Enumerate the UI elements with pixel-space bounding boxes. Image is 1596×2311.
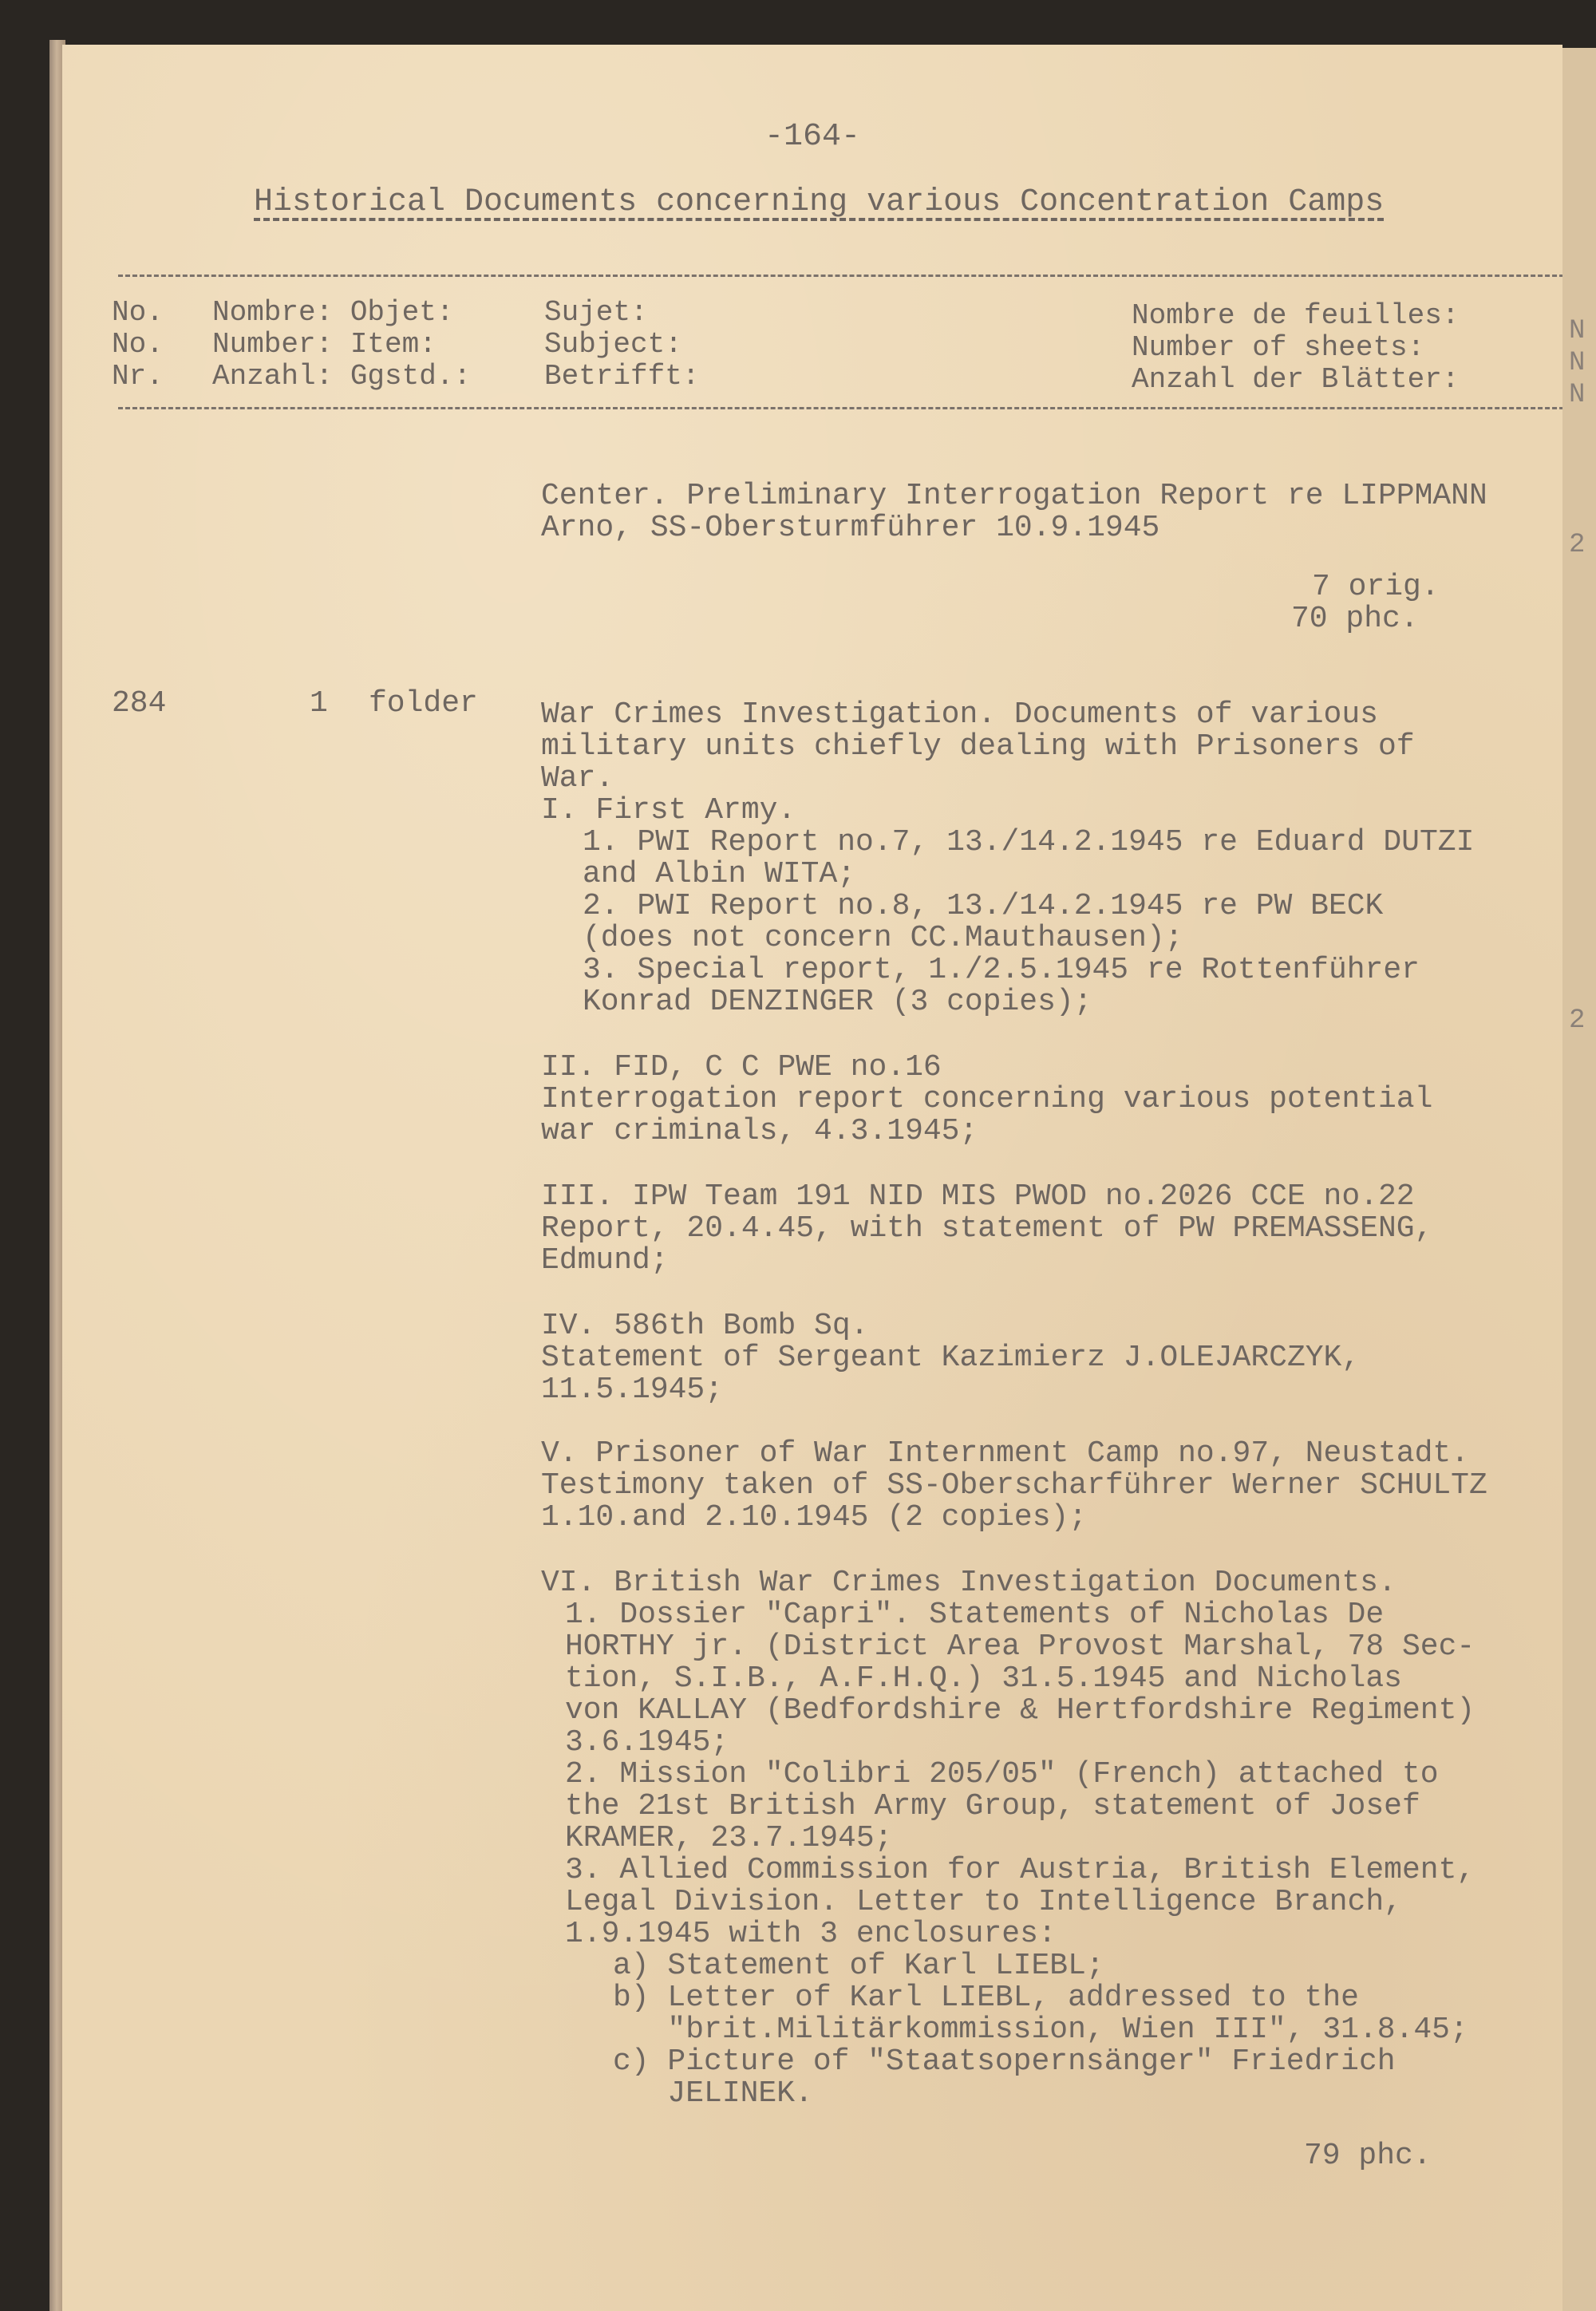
section-VI-line-7: the 21st British Army Group, statement of Josef [565,1789,1420,1823]
section-VI-line-11: 1.9.1945 with 3 enclosures: [565,1917,1057,1951]
enclosure-c-line-1: c) Picture of "Staatsopernsänger" Friedrich [613,2044,1396,2079]
section-VI-line-3: tion, S.I.B., A.F.H.Q.) 31.5.1945 and Nicholas [565,1661,1402,1696]
header-col-sheets-fr: Nombre de feuilles: [1132,299,1460,332]
header-col-no-de: Nr. [112,360,164,393]
page-number: -164- [764,119,861,155]
continued-entry-sheets-phc: 70 phc. [1291,602,1419,636]
section-VI-line-5: 3.6.1945; [565,1725,729,1760]
section-I-line-1: 1. PWI Report no.7, 13./14.2.1945 re Eduard DUTZI [583,825,1475,859]
section-VI-line-6: 2. Mission "Colibri 205/05" (French) attached to [565,1757,1439,1792]
section-VI-line-8: KRAMER, 23.7.1945; [565,1821,893,1855]
next-page-letter: 2 [1569,1005,1586,1036]
next-page-letter: N [1569,380,1586,410]
entry-main-line-2: military units chiefly dealing with Prisoners of [541,729,1415,764]
continued-entry-sheets-orig: 7 orig. [1312,570,1440,604]
header-col-quantity-en: Number: Item: [212,328,437,361]
section-I-line-4: (does not concern CC.Mauthausen); [583,921,1183,955]
entry-item: folder [369,686,478,721]
header-col-quantity-fr: Nombre: Objet: [212,296,454,329]
section-VI-line-9: 3. Allied Commission for Austria, British Element, [565,1853,1476,1887]
header-col-subject-fr: Sujet: [544,296,648,329]
header-col-sheets-en: Number of sheets: [1132,331,1425,364]
entry-sheets-count: 79 phc. [1304,2139,1432,2173]
header-col-no-fr: No. [112,296,164,329]
entry-main-line-3: War. [541,761,614,796]
section-VI-line-4: von KALLAY (Bedfordshire & Hertfordshire Regiment) [565,1693,1476,1728]
header-col-quantity-de: Anzahl: Ggstd.: [212,360,472,393]
section-I-line-2: and Albin WITA; [583,857,856,891]
next-page-letter: N [1569,316,1586,346]
section-I-line-5: 3. Special report, 1./2.5.1945 re Rottenführer [583,953,1420,987]
section-III-line-3: Edmund; [541,1243,669,1278]
section-II-line-2: Interrogation report concerning various potential [541,1082,1433,1116]
document-page [62,45,1562,2311]
section-V-line-3: 1.10.and 2.10.1945 (2 copies); [541,1500,1088,1535]
header-col-sheets-de: Anzahl der Blätter: [1132,363,1460,396]
next-page-letter: 2 [1569,530,1586,560]
header-bottom-rule [118,407,1562,409]
enclosure-c-line-2: JELINEK. [613,2076,813,2111]
section-VI-heading: VI. British War Crimes Investigation Documents. [541,1566,1396,1600]
section-VI-line-10: Legal Division. Letter to Intelligence Branch, [565,1885,1402,1919]
section-II-line-1: II. FID, C C PWE no.16 [541,1050,942,1084]
section-I-heading: I. First Army. [541,793,796,828]
header-col-subject-de: Betrifft: [544,360,700,393]
next-page-letter: N [1569,348,1586,378]
continued-entry-line-1: Center. Preliminary Interrogation Report re LIPPMANN [541,479,1487,513]
section-IV-line-1: IV. 586th Bomb Sq. [541,1309,869,1343]
enclosure-b-line-2: "brit.Militärkommission, Wien III", 31.8.45; [613,2013,1468,2047]
section-I-line-6: Konrad DENZINGER (3 copies); [583,985,1092,1019]
section-VI-line-1: 1. Dossier "Capri". Statements of Nicholas De [565,1598,1385,1632]
section-II-line-3: war criminals, 4.3.1945; [541,1114,978,1148]
header-col-no-en: No. [112,328,164,361]
section-III-line-1: III. IPW Team 191 NID MIS PWOD no.2026 CCE no.22 [541,1179,1415,1214]
continued-entry-line-2: Arno, SS-Obersturmführer 10.9.1945 [541,511,1160,545]
section-V-line-2: Testimony taken of SS-Oberscharführer Werner SCHULTZ [541,1468,1487,1503]
section-V-line-1: V. Prisoner of War Internment Camp no.97, Neustadt. [541,1436,1469,1471]
entry-quantity: 1 [310,686,328,721]
section-IV-line-2: Statement of Sergeant Kazimierz J.OLEJARCZYK, [541,1341,1361,1375]
section-IV-line-3: 11.5.1945; [541,1373,724,1407]
enclosure-a: a) Statement of Karl LIEBL; [613,1949,1104,1983]
section-I-line-3: 2. PWI Report no.8, 13./14.2.1945 re PW BECK [583,889,1384,923]
enclosure-b-line-1: b) Letter of Karl LIEBL, addressed to the [613,1981,1359,2015]
entry-number: 284 [112,686,167,721]
header-col-subject-en: Subject: [544,328,682,361]
header-top-rule [118,275,1562,277]
section-VI-line-2: HORTHY jr. (District Area Provost Marshal, 78 Sec- [565,1630,1476,1664]
next-page-edge [1562,48,1596,2311]
section-III-line-2: Report, 20.4.45, with statement of PW PREMASSENG, [541,1211,1433,1246]
entry-main-line-1: War Crimes Investigation. Documents of various [541,697,1378,732]
document-title: Historical Documents concerning various Concentration Camps [254,184,1385,220]
